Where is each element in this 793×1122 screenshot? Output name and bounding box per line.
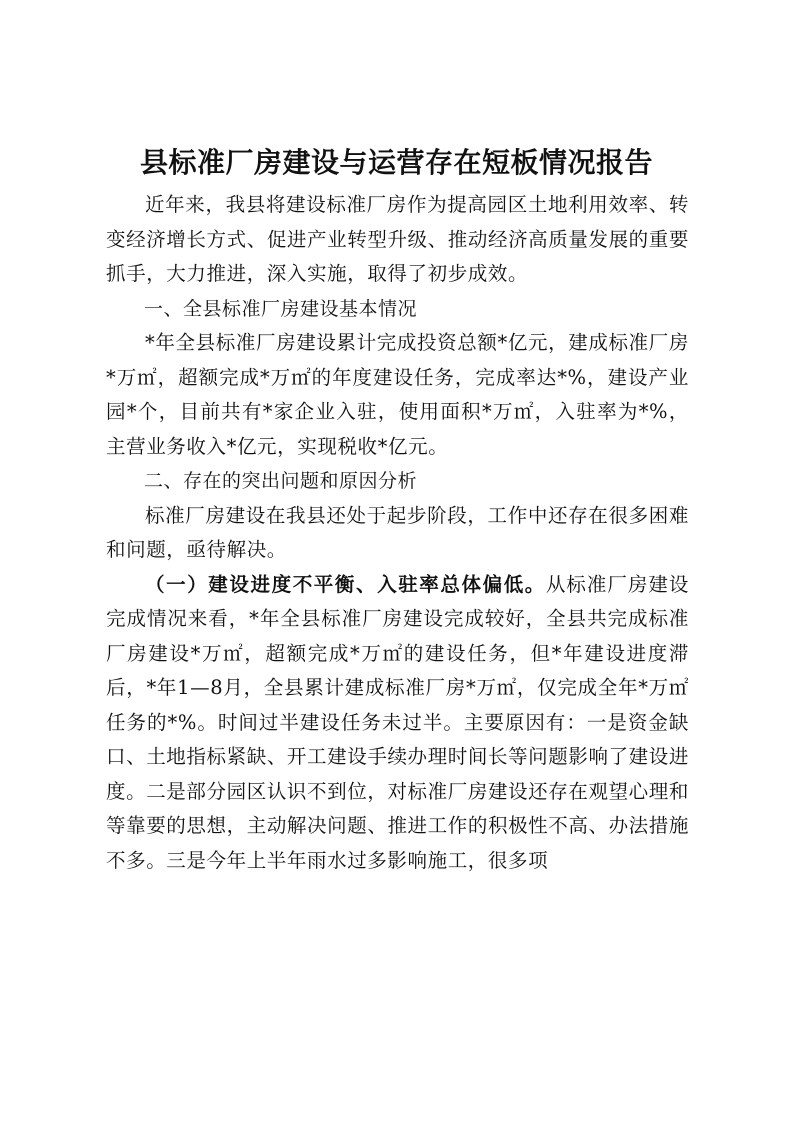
section-2-heading: 二、存在的突出问题和原因分析 <box>144 470 418 492</box>
document-title: 县标准厂房建设与运营存在短板情况报告 <box>139 146 653 179</box>
document-body <box>106 188 689 878</box>
section-1-heading: 一、全县标准厂房建设基本情况 <box>144 297 418 320</box>
section-2-paragraph: 标准厂房建设在我县还处于起步阶段，工作中还存在很多困难和问题，亟待解决。 <box>106 503 689 561</box>
section-1-paragraph: *年全县标准厂房建设累计完成投资总额*亿元，建成标准厂房*万㎡，超额完成*万㎡的年度建设任务，完成率达*%，建设产业园*个，目前共有*家企业入驻，使用面积*万㎡，入驻率为*%，主营业务收入*亿元，实现税收*亿元。 <box>106 331 689 458</box>
subsection-1-lead: （一）建设进度不平衡、入驻率总体偏低。 <box>145 572 546 596</box>
intro-paragraph: 近年来，我县将建设标准厂房作为提高园区土地利用效率、转变经济增长方式、促进产业转型升级、推动经济高质量发展的重要抓手，大力推进，深入实施，取得了初步成效。 <box>106 193 689 285</box>
subsection-1-paragraph <box>106 568 689 879</box>
subsection-1-text: 从标准厂房建设完成情况来看，*年全县标准厂房建设完成较好，全县共完成标准厂房建设*万㎡，超额完成*万㎡的建设任务，但*年建设进度滞后，*年1—8月，全县累计建成标准厂房*万㎡，仅完成全年*万㎡任务的*%。时间过半建设任务未过半。主要原因有：一是资金缺口、土地指标紧缺、开工建设手续办理时间长等问题影响了建设进度。二是部分园区认识不到位，对标准厂房建设还存在观望心理和等靠要的思想，主动解决问题、推进工作的积极性不高、办法措施不多。三是今年上半年雨水过多影响施工，很多项 <box>106 572 689 872</box>
